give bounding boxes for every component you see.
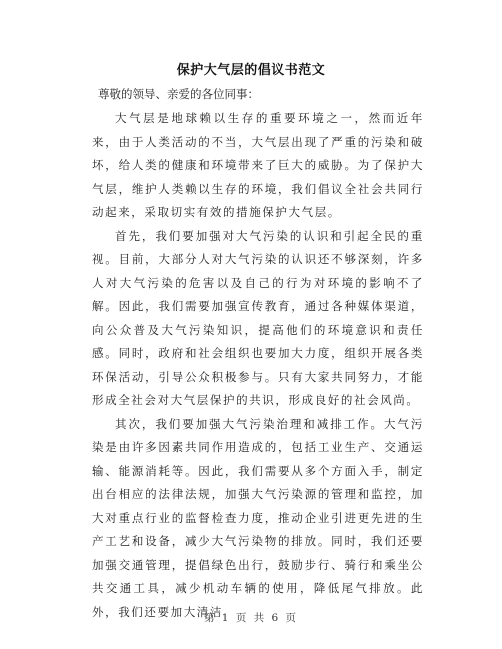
- paragraph-intro: 大气层是地球赖以生存的重要环境之一，然而近年来，由于人类活动的不当，大气层出现了严重的污染和破坏，给人类的健康和环境带来了巨大的威胁。为了保护大气层，维护人类赖以生存的环境，我们倡议全社会共同行动起来，采取切实有效的措施保护大气层。: [92, 111, 424, 219]
- paragraph-second-point: 其次，我们要加强大气污染治理和减排工作。大气污染是由许多因素共同作用造成的，包括工业生产、交通运输、能源消耗等。因此，我们需要从多个方面入手，制定出台相应的法律法规，加强大气污染源的管理和监控，加大对重点行业的监督检查力度，推动企业引进更先进的生产工艺和设备，减少大气污染物的排放。同时，我们还要加强交通管理，提倡绿色出行，鼓励步行、骑行和乘坐公共交通工具，减少机动车辆的使用，降低尾气排放。此外，我们还要加大清洁: [92, 416, 424, 619]
- paragraph-first-point: 首先，我们要加强对大气污染的认识和引起全民的重视。目前，大部分人对大气污染的认识还不够深刻，许多人对大气污染的危害以及自己的行为对环境的影响不了解。因此，我们需要加强宣传教育，通过各种媒体渠道，向公众普及大气污染知识，提高他们的环境意识和责任感。同时，政府和社会组织也要加大力度，组织开展各类环保活动，引导公众积极参与。只有大家共同努力，才能形成全社会对大气层保护的共识，形成良好的社会风尚。: [92, 228, 424, 407]
- page-number-footer: 第 1 页 共 6 页: [203, 612, 299, 624]
- salutation: 尊敬的领导、亲爱的各位同事：: [98, 87, 259, 101]
- document-title: 保护大气层的倡议书范文: [176, 63, 326, 78]
- document-body: [92, 107, 424, 624]
